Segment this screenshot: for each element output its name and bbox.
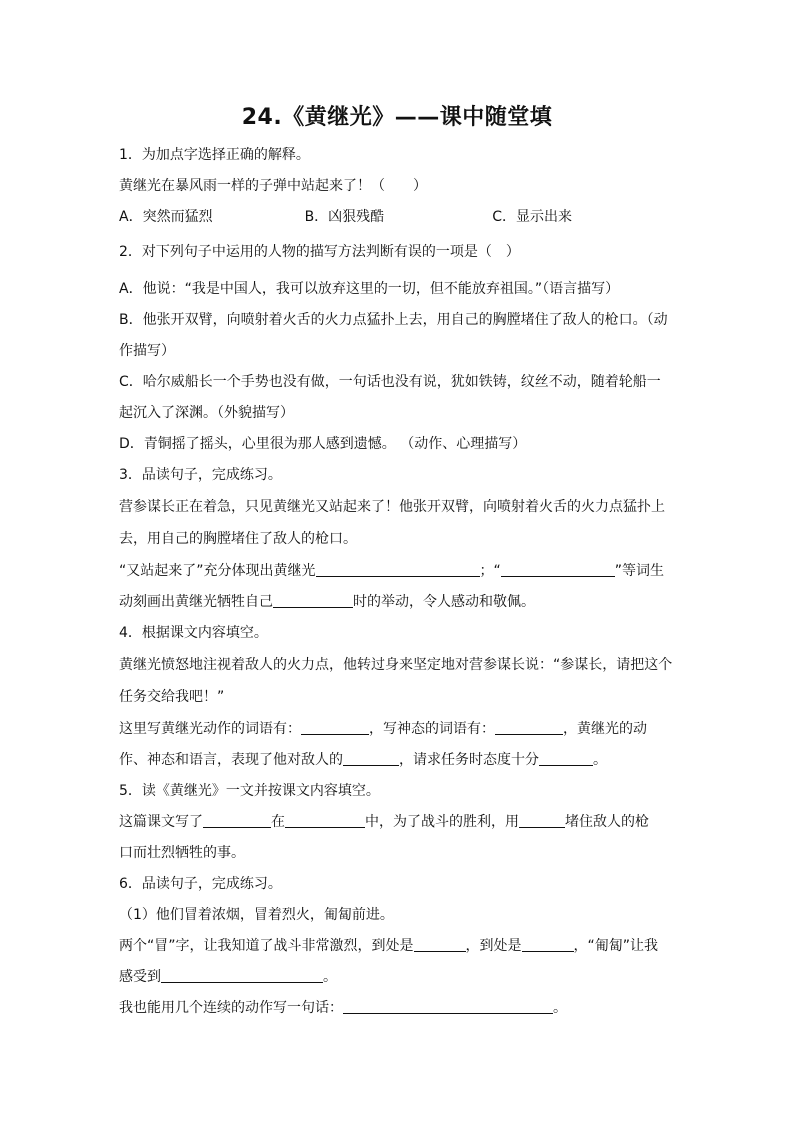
- q3-fill1-text-b: ；“: [479, 563, 501, 579]
- answer-blank[interactable]: [285, 813, 365, 828]
- q6-fill-line3: [119, 998, 567, 1018]
- q4-fill2-text: 作、神态和语言，表现了他对敌人的: [119, 752, 343, 768]
- q1-option-a: A．突然而猛烈: [119, 209, 213, 225]
- q2-option-b-line1: B．他张开双臂，向喷射着火舌的火力点猛扑上去，用自己的胸膛堵住了敌人的枪口。（动: [119, 312, 668, 328]
- q6-fill3-text-b: 。: [553, 1000, 567, 1016]
- q6-fill-line2: [119, 967, 337, 987]
- answer-blank[interactable]: [414, 937, 466, 952]
- q6-fill2-text-b: 。: [323, 969, 337, 985]
- q3-fill-line2: [119, 592, 535, 612]
- answer-blank[interactable]: [343, 999, 553, 1014]
- q4-passage-line2: 任务交给我吧！”: [119, 689, 225, 705]
- q1-heading: 1．为加点字选择正确的解释。: [119, 147, 310, 163]
- q3-fill2-text-b: 时的举动，令人感动和敬佩。: [353, 594, 535, 610]
- answer-blank[interactable]: [522, 937, 574, 952]
- answer-blank[interactable]: [519, 813, 565, 828]
- q4-passage-line1: 黄继光愤怒地注视着敌人的火力点，他转过身来坚定地对营参谋长说：“参谋长，请把这个: [119, 657, 673, 673]
- q2-option-c-line2: 起沉入了深渊。（外貌描写）: [119, 405, 294, 421]
- q6-fill1-text-c: ，“匍匐”让我: [573, 938, 659, 954]
- q2-option-a: A．他说：“我是中国人，我可以放弃这里的一切，但不能放弃祖国。”（语言描写）: [119, 281, 620, 297]
- q1-options: [119, 207, 572, 227]
- q4-fill1-text-c: ，黄继光的动: [563, 721, 647, 737]
- q2-option-b-line2: 作描写）: [119, 343, 175, 359]
- answer-blank[interactable]: [273, 593, 353, 608]
- q6-fill1-text: 两个“冒”字，让我知道了战斗非常激烈，到处是: [119, 938, 414, 954]
- q2-option-d: D．青铜摇了摇头，心里很为那人感到遗憾。 （动作、心理描写）: [119, 436, 527, 452]
- q1-option-c: C．显示出来: [492, 209, 572, 225]
- q5-fill1-text-d: 堵住敌人的枪: [565, 814, 649, 830]
- q4-fill-line2: [119, 750, 607, 770]
- q3-passage-line1: 营参谋长正在着急，只见黄继光又站起来了！他张开双臂，向喷射着火舌的火力点猛扑上: [119, 499, 665, 515]
- page-title: 24.《黄继光》——课中随堂填: [241, 105, 553, 130]
- answer-blank[interactable]: [495, 720, 563, 735]
- answer-blank[interactable]: [161, 968, 323, 983]
- q4-fill-line1: [119, 719, 647, 739]
- answer-blank[interactable]: [203, 813, 271, 828]
- q6-fill3-text: 我也能用几个连续的动作写一句话：: [119, 1000, 343, 1016]
- q3-passage-line2: 去，用自己的胸膛堵住了敌人的枪口。: [119, 531, 357, 547]
- answer-blank[interactable]: [316, 562, 480, 577]
- answer-blank[interactable]: [539, 751, 593, 766]
- q4-fill1-text: 这里写黄继光动作的词语有：: [119, 721, 301, 737]
- q1-sentence: 黄继光在暴风雨一样的子弹中站起来了！（ ）: [119, 178, 427, 194]
- q5-heading: 5．读《黄继光》一文并按课文内容填空。: [119, 783, 380, 799]
- q6-heading: 6．品读句子，完成练习。: [119, 876, 282, 892]
- q3-heading: 3．品读句子，完成练习。: [119, 467, 282, 483]
- q2-heading: 2．对下列句子中运用的人物的描写方法判断有误的一项是（ ）: [119, 244, 520, 260]
- q3-fill-line1: [119, 561, 664, 581]
- q5-fill1-text: 这篇课文写了: [119, 814, 203, 830]
- answer-blank[interactable]: [343, 751, 399, 766]
- q4-fill1-text-b: ，写神态的词语有：: [369, 721, 495, 737]
- q4-fill2-text-b: ，请求任务时态度十分: [399, 752, 539, 768]
- q2-option-c-line1: C．哈尔威船长一个手势也没有做，一句话也没有说，犹如铁铸，纹丝不动，随着轮船一: [119, 374, 661, 390]
- q6-fill2-text: 感受到: [119, 969, 161, 985]
- q3-fill1-text-c: ”等词生: [614, 563, 665, 579]
- answer-blank[interactable]: [501, 562, 615, 577]
- q3-fill2-text: 动刻画出黄继光牺牲自己: [119, 594, 273, 610]
- answer-blank[interactable]: [301, 720, 369, 735]
- q4-heading: 4．根据课文内容填空。: [119, 625, 268, 641]
- q5-fill-line2: 口而壮烈牺牲的事。: [119, 845, 245, 861]
- q6-sentence-1: （1）他们冒着浓烟，冒着烈火，匍匐前进。: [119, 907, 394, 923]
- q5-fill-line1: [119, 812, 649, 832]
- q6-fill-line1: [119, 936, 658, 956]
- q6-fill1-text-b: ，到处是: [465, 938, 522, 954]
- q5-fill1-text-b: 在: [271, 814, 285, 830]
- q4-fill2-text-c: 。: [593, 752, 607, 768]
- q3-fill1-text: “又站起来了”充分体现出黄继光: [119, 563, 316, 579]
- q1-option-b: B．凶狠残酷: [304, 209, 385, 225]
- q5-fill1-text-c: 中，为了战斗的胜利，用: [365, 814, 519, 830]
